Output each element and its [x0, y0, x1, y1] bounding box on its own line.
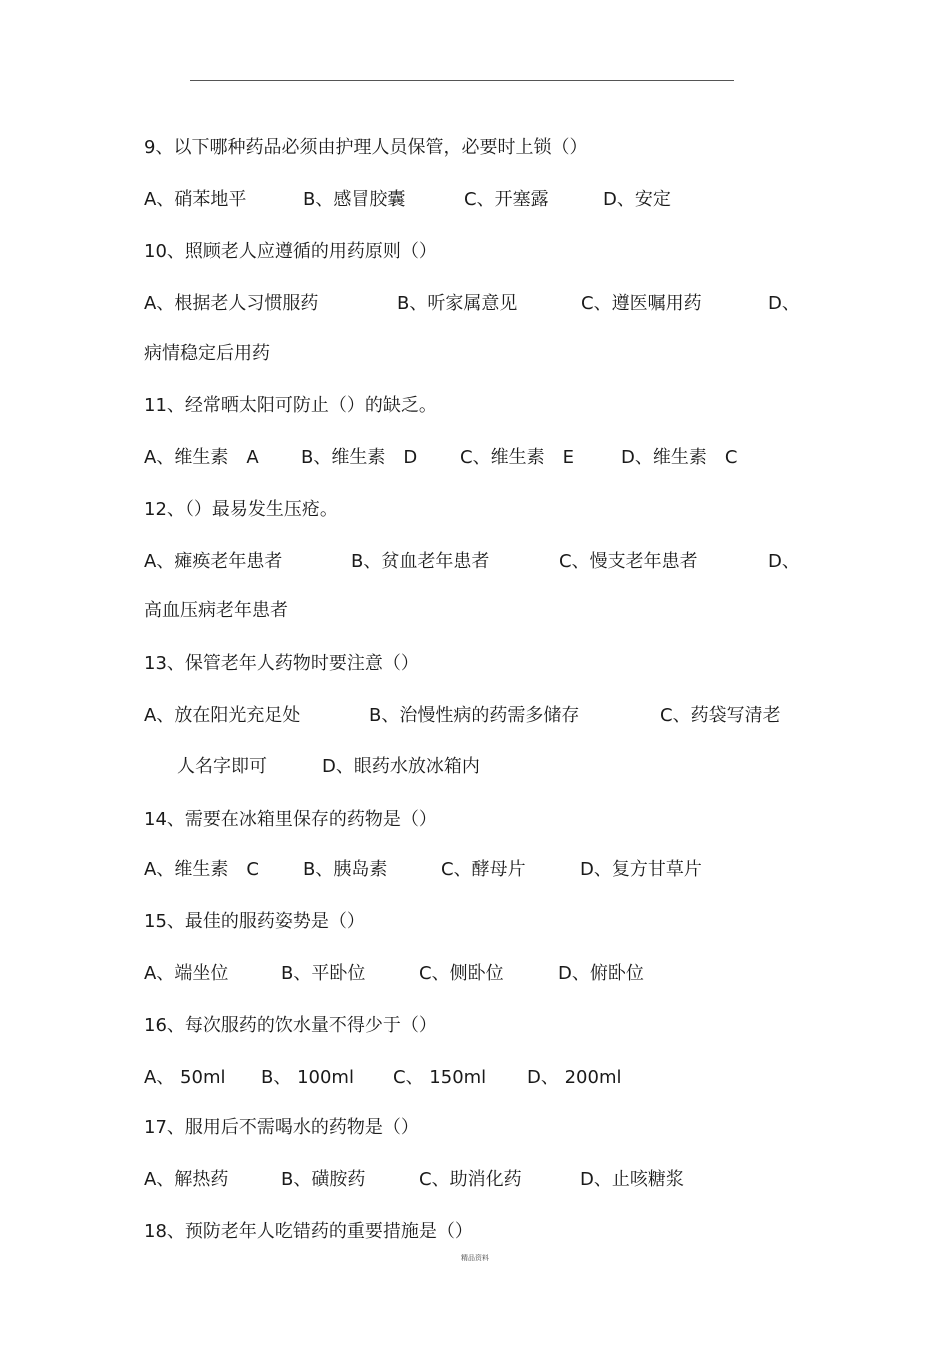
option-b: B、磺胺药: [281, 1169, 366, 1190]
question-15-stem: 15、最佳的服药姿势是（）: [144, 911, 365, 932]
option-c: C、药袋写清老: [660, 705, 781, 726]
option-b: B、胰岛素: [303, 859, 388, 880]
header-rule: [190, 80, 734, 81]
option-d: D、俯卧位: [558, 963, 644, 984]
page-footer: 精品资料: [461, 1254, 489, 1262]
option-b: B、治慢性病的药需多储存: [369, 705, 580, 726]
option-b: B、平卧位: [281, 963, 366, 984]
option-c: C、 150ml: [393, 1067, 487, 1088]
question-18-stem: 18、预防老年人吃错药的重要措施是（）: [144, 1221, 473, 1242]
option-b: B、贫血老年患者: [351, 551, 490, 572]
option-d: D、复方甘草片: [580, 859, 702, 880]
question-13-stem: 13、保管老年人药物时要注意（）: [144, 653, 419, 674]
question-9-stem: 9、以下哪种药品必须由护理人员保管，必要时上锁（）: [144, 137, 588, 158]
option-a: A、维生素 A: [144, 447, 259, 468]
option-d: D、安定: [603, 189, 671, 210]
option-a: A、放在阳光充足处: [144, 705, 301, 726]
option-c: C、维生素 E: [460, 447, 574, 468]
option-a: A、 50ml: [144, 1067, 226, 1088]
option-a: A、维生素 C: [144, 859, 259, 880]
option-c: C、开塞露: [464, 189, 549, 210]
option-c: C、助消化药: [419, 1169, 522, 1190]
option-a: A、瘫痪老年患者: [144, 551, 283, 572]
option-c: C、侧卧位: [419, 963, 504, 984]
question-17-stem: 17、服用后不需喝水的药物是（）: [144, 1117, 419, 1138]
option-b: B、维生素 D: [301, 447, 418, 468]
option-c-continuation: 人名字即可: [177, 756, 267, 777]
option-b: B、感冒胶囊: [303, 189, 406, 210]
question-14-stem: 14、需要在冰箱里保存的药物是（）: [144, 809, 437, 830]
option-a: A、端坐位: [144, 963, 229, 984]
option-a: A、解热药: [144, 1169, 229, 1190]
question-11-stem: 11、经常晒太阳可防止（）的缺乏。: [144, 395, 437, 416]
question-12-stem: 12、（）最易发生压疮。: [144, 499, 338, 520]
option-a: A、根据老人习惯服药: [144, 293, 319, 314]
option-c: C、遵医嘱用药: [581, 293, 702, 314]
option-b: B、 100ml: [261, 1067, 354, 1088]
option-d: D、 200ml: [527, 1067, 622, 1088]
option-d-continuation: 病情稳定后用药: [144, 343, 270, 364]
option-b: B、听家属意见: [397, 293, 518, 314]
option-c: C、酵母片: [441, 859, 526, 880]
question-10-stem: 10、照顾老人应遵循的用药原则（）: [144, 241, 437, 262]
option-d-continuation: 高血压病老年患者: [144, 600, 288, 621]
option-d: D、: [768, 293, 800, 314]
option-d: D、止咳糖浆: [580, 1169, 684, 1190]
question-16-stem: 16、每次服药的饮水量不得少于（）: [144, 1015, 437, 1036]
option-d: D、: [768, 551, 800, 572]
option-d: D、维生素 C: [621, 447, 738, 468]
option-a: A、硝苯地平: [144, 189, 247, 210]
option-d: D、眼药水放冰箱内: [322, 756, 480, 777]
option-c: C、慢支老年患者: [559, 551, 698, 572]
